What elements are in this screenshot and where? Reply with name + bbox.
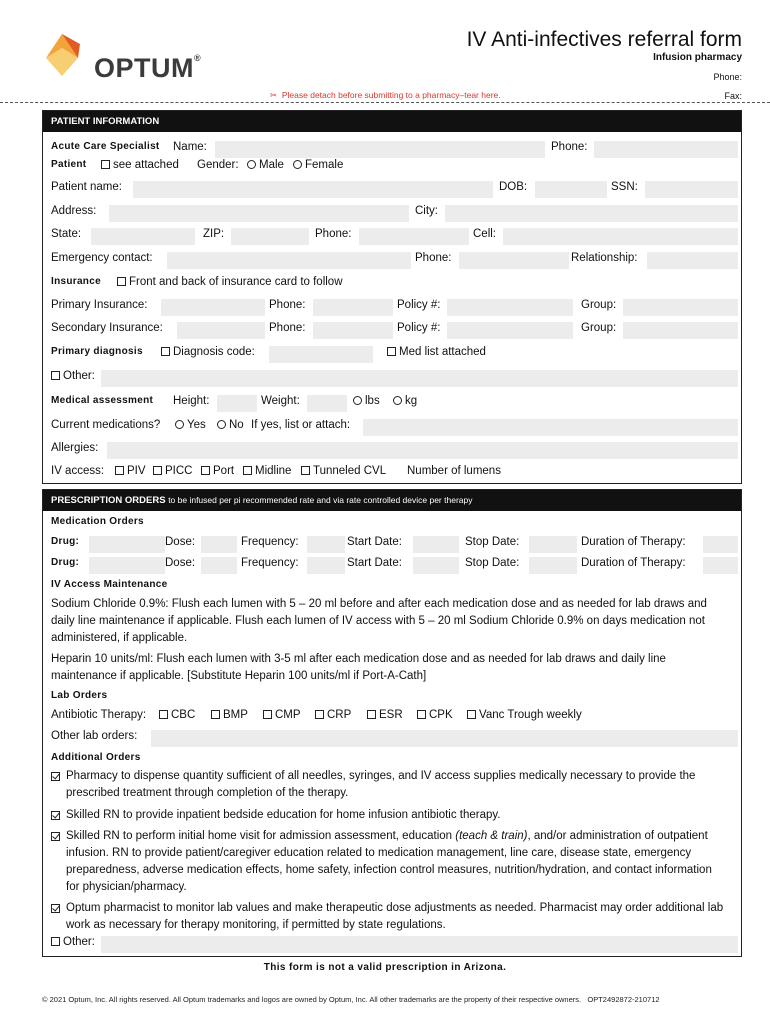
tear-line — [0, 102, 770, 103]
iv-maint-row — [51, 579, 737, 597]
weight-field[interactable] — [307, 395, 347, 412]
lumens-label: Number of lumens — [407, 465, 501, 477]
sodium-text: Sodium Chloride 0.9%: Flush each lumen with 5 – 20 ml before and after each medication dose and as needed for lab draws and daily line maintenance if applicable. Flush each lumen of IV access with 5 – 20 ml Sodium Chloride 0.9% on days medication not administered, if applicable. — [51, 598, 707, 644]
city-field[interactable] — [445, 205, 738, 222]
duration-label: Duration of Therapy: — [581, 536, 686, 548]
drug-label: Drug: — [51, 536, 80, 547]
address-label: Address: — [51, 205, 97, 217]
insurance-card-checkbox[interactable]: Front and back of insurance card to follow — [117, 276, 343, 288]
dob-field[interactable] — [535, 181, 607, 198]
primary-ins-label: Primary Insurance: — [51, 299, 148, 311]
male-radio[interactable]: Male — [247, 159, 284, 171]
drug-field[interactable] — [89, 536, 165, 553]
address-field[interactable] — [109, 205, 409, 222]
emergency-phone-label: Phone: — [415, 252, 452, 264]
rx-section — [42, 489, 742, 957]
address-row — [51, 205, 737, 223]
patient-name-label: Patient name: — [51, 181, 122, 193]
crp-checkbox[interactable]: CRP — [315, 709, 351, 721]
stop-date-label: Stop Date: — [465, 536, 520, 548]
insurance-label: Insurance — [51, 276, 101, 287]
secondary-policy-label: Policy #: — [397, 322, 441, 334]
acute-row — [51, 141, 737, 159]
secondary-ins-field[interactable] — [177, 322, 265, 339]
acute-phone-label: Phone: — [551, 141, 588, 153]
dob-label: DOB: — [499, 181, 528, 193]
drug-row-1 — [51, 536, 737, 554]
patient-name-row — [51, 181, 737, 199]
copyright: © 2021 Optum, Inc. All rights reserved. All Optum trademarks and logos are owned by Optum, Inc. All other trademarks are the property of their respective owners. OPT2492872-210712 — [42, 995, 660, 1004]
frequency-field[interactable] — [307, 536, 345, 553]
current-meds-label: Current medications? — [51, 419, 161, 431]
city-label: City: — [415, 205, 438, 217]
lbs-radio[interactable]: lbs — [353, 395, 380, 407]
logo-text: OPTUM® — [94, 53, 202, 83]
meds-yes-radio[interactable]: Yes — [175, 419, 206, 431]
height-label: Height: — [173, 395, 210, 407]
primary-ins-row — [51, 299, 737, 317]
tunneled-checkbox[interactable]: Tunneled CVL — [301, 465, 386, 477]
stop-date-field[interactable] — [529, 536, 577, 553]
frequency-field[interactable] — [307, 557, 345, 574]
state-row — [51, 228, 737, 246]
insurance-row — [51, 276, 737, 294]
bmp-checkbox[interactable]: BMP — [211, 709, 248, 721]
acute-name-label: Name: — [173, 141, 207, 153]
secondary-ins-row — [51, 322, 737, 340]
allergies-row — [51, 442, 737, 460]
iv-access-row — [51, 465, 737, 483]
patient-heading: PATIENT INFORMATION — [43, 111, 741, 132]
lab-orders-row — [51, 690, 737, 708]
other-field[interactable] — [101, 370, 738, 387]
primary-group-field[interactable] — [623, 299, 738, 316]
if-yes-label: If yes, list or attach: — [251, 419, 351, 431]
primary-ins-field[interactable] — [161, 299, 265, 316]
see-attached-checkbox[interactable]: see attached — [101, 159, 179, 171]
other2-field[interactable] — [101, 936, 738, 953]
vanc-checkbox[interactable]: Vanc Trough weekly — [467, 709, 582, 721]
other-lab-row — [51, 730, 737, 748]
kg-radio[interactable]: kg — [393, 395, 417, 407]
assessment-row — [51, 395, 737, 413]
secondary-policy-field[interactable] — [447, 322, 573, 339]
duration-field[interactable] — [703, 557, 738, 574]
iv-access-label: IV access: — [51, 465, 105, 477]
acute-phone-field[interactable] — [594, 141, 738, 158]
patient-phone-field[interactable] — [359, 228, 469, 245]
antibiotic-label: Antibiotic Therapy: — [51, 709, 147, 721]
detach-note: ✂ Please detach before submitting to a pharmacy–tear here. — [270, 90, 501, 100]
patient-row — [51, 159, 737, 177]
zip-field[interactable] — [231, 228, 309, 245]
frequency-label: Frequency: — [241, 557, 299, 569]
gender-label: Gender: — [197, 159, 239, 171]
current-meds-row — [51, 419, 737, 437]
state-field[interactable] — [91, 228, 195, 245]
primary-ins-phone-field[interactable] — [313, 299, 393, 316]
stop-date-label: Stop Date: — [465, 557, 520, 569]
add-order-1-checkbox[interactable] — [51, 772, 60, 781]
weight-label: Weight: — [261, 395, 300, 407]
picc-checkbox[interactable]: PICC — [153, 465, 192, 477]
add-order-4-checkbox[interactable] — [51, 904, 60, 913]
primary-policy-label: Policy #: — [397, 299, 441, 311]
primary-dx-label: Primary diagnosis — [51, 346, 143, 357]
meds-no-radio[interactable]: No — [217, 419, 244, 431]
cbc-checkbox[interactable]: CBC — [159, 709, 195, 721]
emergency-row — [51, 252, 737, 270]
scissors-icon: ✂ — [270, 90, 282, 100]
dx-code-field[interactable] — [269, 346, 373, 363]
allergies-label: Allergies: — [51, 442, 99, 454]
patient-name-field[interactable] — [133, 181, 493, 198]
dx-code-checkbox[interactable]: Diagnosis code: — [161, 346, 255, 358]
primary-policy-field[interactable] — [447, 299, 573, 316]
emergency-phone-field[interactable] — [459, 252, 569, 269]
other-lab-field[interactable] — [151, 730, 738, 747]
drug-field[interactable] — [89, 557, 165, 574]
emergency-field[interactable] — [167, 252, 411, 269]
arizona-note: This form is not a valid prescription in Arizona. — [263, 962, 507, 973]
patient-phone-label: Phone: — [315, 228, 352, 240]
additional-heading: Additional Orders — [51, 752, 141, 763]
start-date-label: Start Date: — [347, 536, 402, 548]
rx-heading: PRESCRIPTION ORDERS to be infused per pi recommended rate and via rate controlled device per therapy — [43, 490, 741, 511]
med-orders-heading: Medication Orders — [51, 516, 144, 527]
port-checkbox[interactable]: Port — [201, 465, 234, 477]
add-order-4: Optum pharmacist to monitor lab values and make therapeutic dose adjustments as needed. Pharmacist may order additional lab work as necessary for therapy monitoring, if permitted by state regulations. — [51, 900, 727, 934]
primary-group-label: Group: — [581, 299, 617, 311]
relationship-field[interactable] — [647, 252, 738, 269]
secondary-ins-label: Secondary Insurance: — [51, 322, 163, 334]
duration-label: Duration of Therapy: — [581, 557, 686, 569]
ssn-label: SSN: — [611, 181, 638, 193]
piv-checkbox[interactable]: PIV — [115, 465, 146, 477]
form-subtitle: Infusion pharmacy — [653, 52, 742, 63]
add-order-2-checkbox[interactable] — [51, 811, 60, 820]
form-title: IV Anti-infectives referral form — [466, 28, 742, 51]
cpk-checkbox[interactable]: CPK — [417, 709, 453, 721]
duration-field[interactable] — [703, 536, 738, 553]
female-radio[interactable]: Female — [293, 159, 343, 171]
diagnosis-row — [51, 346, 737, 364]
other-lab-label: Other lab orders: — [51, 730, 138, 742]
iv-maint-heading: IV Access Maintenance — [51, 579, 168, 590]
add-order-2: Skilled RN to provide inpatient bedside education for home infusion antibiotic therapy. — [51, 807, 727, 824]
current-meds-field[interactable] — [363, 419, 738, 436]
med-orders-row — [51, 516, 737, 534]
secondary-ins-phone-field[interactable] — [313, 322, 393, 339]
zip-label: ZIP: — [203, 228, 225, 240]
add-order-3-checkbox[interactable] — [51, 832, 60, 841]
start-date-label: Start Date: — [347, 557, 402, 569]
heparin-text: Heparin 10 units/ml: Flush each lumen with 3-5 ml after each medication dose and as needed for lab draws and daily line maintenance if applicable. [Substitute Heparin 100 units/ml if Port-A-Cath] — [51, 653, 666, 682]
dose-label: Dose: — [165, 536, 196, 548]
height-field[interactable] — [217, 395, 257, 412]
drug-row-2 — [51, 557, 737, 575]
secondary-group-field[interactable] — [623, 322, 738, 339]
secondary-group-label: Group: — [581, 322, 617, 334]
emergency-label: Emergency contact: — [51, 252, 153, 264]
cell-label: Cell: — [473, 228, 497, 240]
midline-checkbox[interactable]: Midline — [243, 465, 291, 477]
dose-field[interactable] — [201, 536, 237, 553]
add-order-3: Skilled RN to perform initial home visit for admission assessment, education (teach & train), and/or administration of outpatient infusion. RN to provide patient/caregiver education related to medication management, line care, disease state, emergency preparedness, adverse medication effects, home safety, infection control measures, nutrition/hydration, and contact information for physician/pharmacy. — [51, 828, 727, 896]
allergies-field[interactable] — [107, 442, 738, 459]
med-assess-label: Medical assessment — [51, 395, 154, 406]
other2-checkbox[interactable]: Other: — [51, 936, 95, 948]
frequency-label: Frequency: — [241, 536, 299, 548]
header-fax-label: Fax: — [724, 91, 742, 101]
header-phone-label: Phone: — [713, 72, 742, 82]
other-checkbox[interactable]: Other: — [51, 370, 95, 382]
state-label: State: — [51, 228, 82, 240]
start-date-field[interactable] — [413, 536, 459, 553]
add-order-1: Pharmacy to dispense quantity sufficient of all needles, syringes, and IV access supplies medically necessary to provide the prescribed treatment through completion of the therapy. — [51, 768, 727, 802]
relationship-label: Relationship: — [571, 252, 638, 264]
other2-row — [51, 936, 737, 954]
dose-field[interactable] — [201, 557, 237, 574]
antibiotic-row — [51, 709, 737, 727]
stop-date-field[interactable] — [529, 557, 577, 574]
patient-section — [42, 110, 742, 484]
acute-name-field[interactable] — [215, 141, 545, 158]
med-list-checkbox[interactable]: Med list attached — [387, 346, 486, 358]
ssn-field[interactable] — [645, 181, 738, 198]
cell-field[interactable] — [503, 228, 738, 245]
primary-ins-phone-label: Phone: — [269, 299, 306, 311]
esr-checkbox[interactable]: ESR — [367, 709, 403, 721]
start-date-field[interactable] — [413, 557, 459, 574]
lumens-field[interactable] — [515, 465, 738, 482]
cmp-checkbox[interactable]: CMP — [263, 709, 301, 721]
dose-label: Dose: — [165, 557, 196, 569]
acute-label: Acute Care Specialist — [51, 141, 160, 152]
lab-orders-heading: Lab Orders — [51, 690, 108, 701]
drug-label: Drug: — [51, 557, 80, 568]
patient-label: Patient — [51, 159, 87, 170]
other-row — [51, 370, 737, 388]
secondary-ins-phone-label: Phone: — [269, 322, 306, 334]
